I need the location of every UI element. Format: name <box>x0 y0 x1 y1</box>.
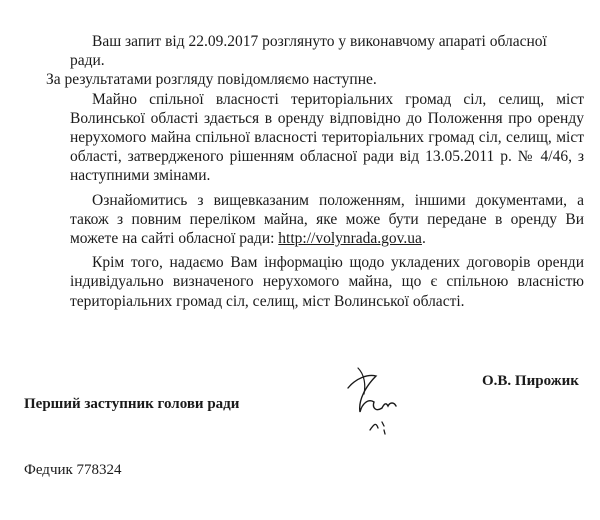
handwritten-signature <box>340 360 430 450</box>
results-line: За результатами розгляду повідомляємо наступне. <box>46 71 377 89</box>
paragraph-website-end: . <box>421 230 426 248</box>
paragraph-website-text: Ознайомитись з вищевказаним положенням, іншими документами, а також з повним переліком майна, яке може бути передане в оренду Ви можете на сайті обласної ради: <box>70 191 584 248</box>
executor-info: Федчик 778324 <box>24 462 122 478</box>
signatory-title: Перший заступник голови ради <box>24 396 240 412</box>
website-link[interactable]: http://volynrada.gov.ua <box>278 230 422 248</box>
paragraph-regulation: Майно спільної власності територіальних громад сіл, селищ, міст Волинської області здається в оренду відповідно до Положення про оренду нерухомого майна спільної власності територіальних громад сіл, селищ, міст області, затвердженого рішенням обласної ради від 13.05.2011 р. № 4/46, з наступними змінами. <box>70 90 584 185</box>
signer-name: О.В. Пирожик <box>482 373 579 389</box>
paragraph-website <box>70 191 584 249</box>
intro-paragraph: Ваш запит від 22.09.2017 розглянуто у виконавчому апараті обласної ради. <box>70 33 547 70</box>
paragraph-contracts: Крім того, надаємо Вам інформацію щодо укладених договорів оренди індивідуально визначеного нерухомого майна, що є спільною власністю територіальних громад сіл, селищ, міст Волинської області. <box>70 254 584 310</box>
letter-body <box>46 32 584 311</box>
